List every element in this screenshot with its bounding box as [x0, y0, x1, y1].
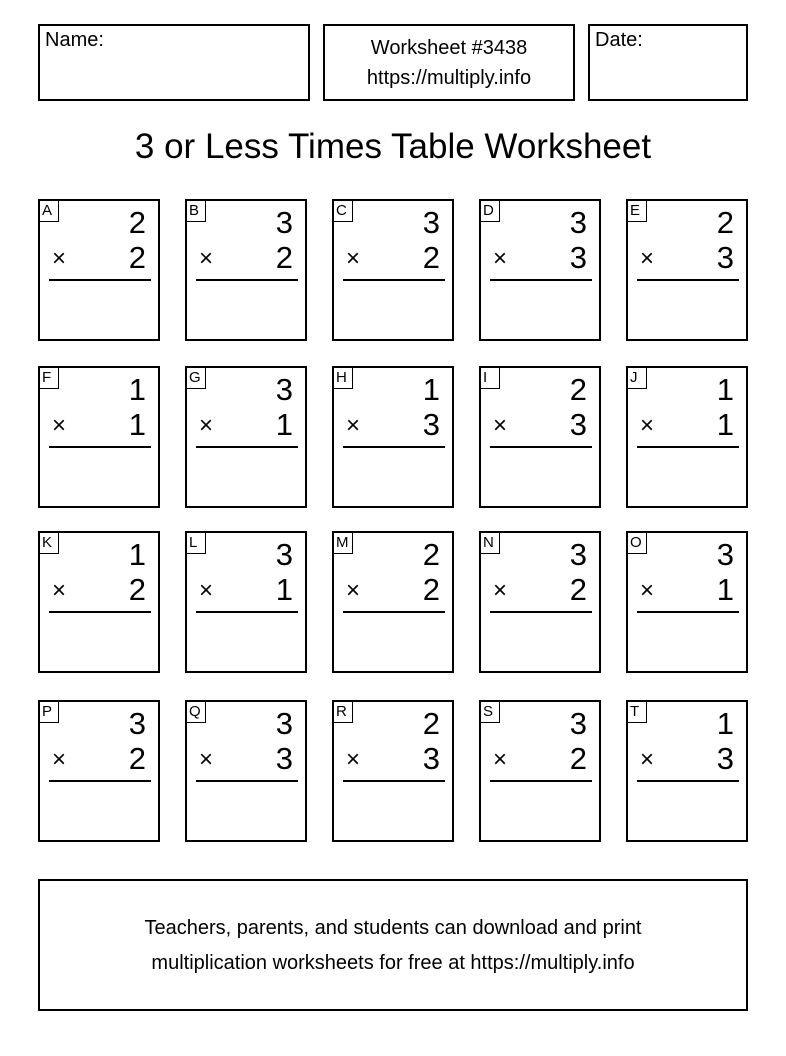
- worksheet-id: Worksheet #3438: [370, 37, 528, 59]
- problem-label: A: [40, 201, 59, 222]
- problem-label: N: [481, 533, 500, 554]
- multiplier: 3: [422, 407, 440, 442]
- problem-label: H: [334, 368, 353, 389]
- multiplier: 1: [128, 407, 146, 442]
- answer-line: [490, 446, 592, 448]
- problem-card[interactable]: [332, 700, 454, 842]
- problem-label: J: [628, 368, 647, 389]
- problem-label: B: [187, 201, 206, 222]
- problem-label: D: [481, 201, 500, 222]
- multiplier: 2: [569, 741, 587, 776]
- problem-card[interactable]: [38, 700, 160, 842]
- answer-line: [343, 446, 445, 448]
- problem-label: I: [481, 368, 500, 389]
- answer-line: [49, 446, 151, 448]
- times-sign: ×: [493, 746, 508, 773]
- problem-label: R: [334, 702, 353, 723]
- times-sign: ×: [493, 245, 508, 272]
- name-label: Name:: [45, 29, 104, 51]
- answer-line: [343, 780, 445, 782]
- problem-card[interactable]: [185, 531, 307, 673]
- multiplicand: 1: [422, 372, 440, 407]
- multiplier: 1: [275, 572, 293, 607]
- multiplicand: 1: [716, 372, 734, 407]
- answer-line: [49, 611, 151, 613]
- multiplicand: 3: [275, 372, 293, 407]
- footer-line-1: Teachers, parents, and students can download and print: [144, 917, 642, 939]
- answer-line: [490, 780, 592, 782]
- multiplier: 2: [128, 572, 146, 607]
- multiplicand: 2: [422, 706, 440, 741]
- multiplier: 1: [716, 407, 734, 442]
- answer-line: [490, 279, 592, 281]
- footer-box: [38, 879, 748, 1011]
- answer-line: [637, 611, 739, 613]
- times-sign: ×: [346, 746, 361, 773]
- multiplier: 2: [275, 240, 293, 275]
- multiplier: 3: [569, 407, 587, 442]
- multiplicand: 3: [716, 537, 734, 572]
- multiplicand: 3: [275, 537, 293, 572]
- multiplicand: 1: [716, 706, 734, 741]
- times-sign: ×: [52, 245, 67, 272]
- multiplier: 3: [716, 741, 734, 776]
- answer-line: [343, 279, 445, 281]
- times-sign: ×: [640, 577, 655, 604]
- problem-card[interactable]: [185, 366, 307, 508]
- multiplicand: 3: [275, 706, 293, 741]
- footer-line-2: multiplication worksheets for free at https://multiply.info: [151, 952, 635, 974]
- page-title: 3 or Less Times Table Worksheet: [134, 127, 652, 166]
- problem-card[interactable]: [479, 531, 601, 673]
- multiplicand: 2: [569, 372, 587, 407]
- times-sign: ×: [199, 245, 214, 272]
- multiplicand: 1: [128, 372, 146, 407]
- multiplicand: 3: [422, 205, 440, 240]
- answer-line: [637, 279, 739, 281]
- times-sign: ×: [199, 746, 214, 773]
- multiplicand: 3: [569, 205, 587, 240]
- answer-line: [196, 780, 298, 782]
- multiplicand: 2: [128, 205, 146, 240]
- multiplicand: 1: [128, 537, 146, 572]
- times-sign: ×: [640, 412, 655, 439]
- times-sign: ×: [52, 412, 67, 439]
- problem-label: P: [40, 702, 59, 723]
- answer-line: [49, 780, 151, 782]
- problem-card[interactable]: [332, 199, 454, 341]
- problem-label: T: [628, 702, 647, 723]
- multiplier: 1: [275, 407, 293, 442]
- times-sign: ×: [199, 412, 214, 439]
- times-sign: ×: [199, 577, 214, 604]
- multiplicand: 3: [275, 205, 293, 240]
- worksheet-website: https://multiply.info: [366, 67, 532, 89]
- problem-card[interactable]: [626, 700, 748, 842]
- problem-card[interactable]: [38, 199, 160, 341]
- multiplier: 2: [422, 240, 440, 275]
- answer-line: [196, 279, 298, 281]
- answer-line: [49, 279, 151, 281]
- problem-card[interactable]: [185, 700, 307, 842]
- problem-card[interactable]: [626, 199, 748, 341]
- problem-card[interactable]: [38, 366, 160, 508]
- answer-line: [637, 446, 739, 448]
- problem-card[interactable]: [185, 199, 307, 341]
- times-sign: ×: [640, 245, 655, 272]
- times-sign: ×: [52, 746, 67, 773]
- problem-label: E: [628, 201, 647, 222]
- problem-label: S: [481, 702, 500, 723]
- multiplier: 2: [128, 741, 146, 776]
- problem-label: F: [40, 368, 59, 389]
- date-label: Date:: [595, 29, 643, 51]
- problem-card[interactable]: [479, 700, 601, 842]
- times-sign: ×: [346, 577, 361, 604]
- answer-line: [196, 446, 298, 448]
- times-sign: ×: [493, 412, 508, 439]
- multiplicand: 2: [716, 205, 734, 240]
- problem-label: K: [40, 533, 59, 554]
- multiplier: 3: [275, 741, 293, 776]
- answer-line: [196, 611, 298, 613]
- times-sign: ×: [346, 412, 361, 439]
- times-sign: ×: [493, 577, 508, 604]
- problem-label: M: [334, 533, 353, 554]
- problem-label: Q: [187, 702, 206, 723]
- multiplier: 3: [569, 240, 587, 275]
- multiplicand: 3: [569, 537, 587, 572]
- answer-line: [637, 780, 739, 782]
- multiplier: 2: [128, 240, 146, 275]
- multiplicand: 3: [128, 706, 146, 741]
- multiplier: 1: [716, 572, 734, 607]
- answer-line: [343, 611, 445, 613]
- problem-card[interactable]: [626, 531, 748, 673]
- multiplier: 2: [422, 572, 440, 607]
- problem-label: O: [628, 533, 647, 554]
- multiplicand: 3: [569, 706, 587, 741]
- problem-card[interactable]: [332, 366, 454, 508]
- answer-line: [490, 611, 592, 613]
- problem-card[interactable]: [38, 531, 160, 673]
- multiplier: 2: [569, 572, 587, 607]
- problem-card[interactable]: [479, 199, 601, 341]
- problem-label: G: [187, 368, 206, 389]
- problem-card[interactable]: [626, 366, 748, 508]
- problem-card[interactable]: [332, 531, 454, 673]
- problem-card[interactable]: [479, 366, 601, 508]
- problem-label: C: [334, 201, 353, 222]
- multiplier: 3: [716, 240, 734, 275]
- times-sign: ×: [52, 577, 67, 604]
- multiplier: 3: [422, 741, 440, 776]
- problem-label: L: [187, 533, 206, 554]
- times-sign: ×: [346, 245, 361, 272]
- times-sign: ×: [640, 746, 655, 773]
- multiplicand: 2: [422, 537, 440, 572]
